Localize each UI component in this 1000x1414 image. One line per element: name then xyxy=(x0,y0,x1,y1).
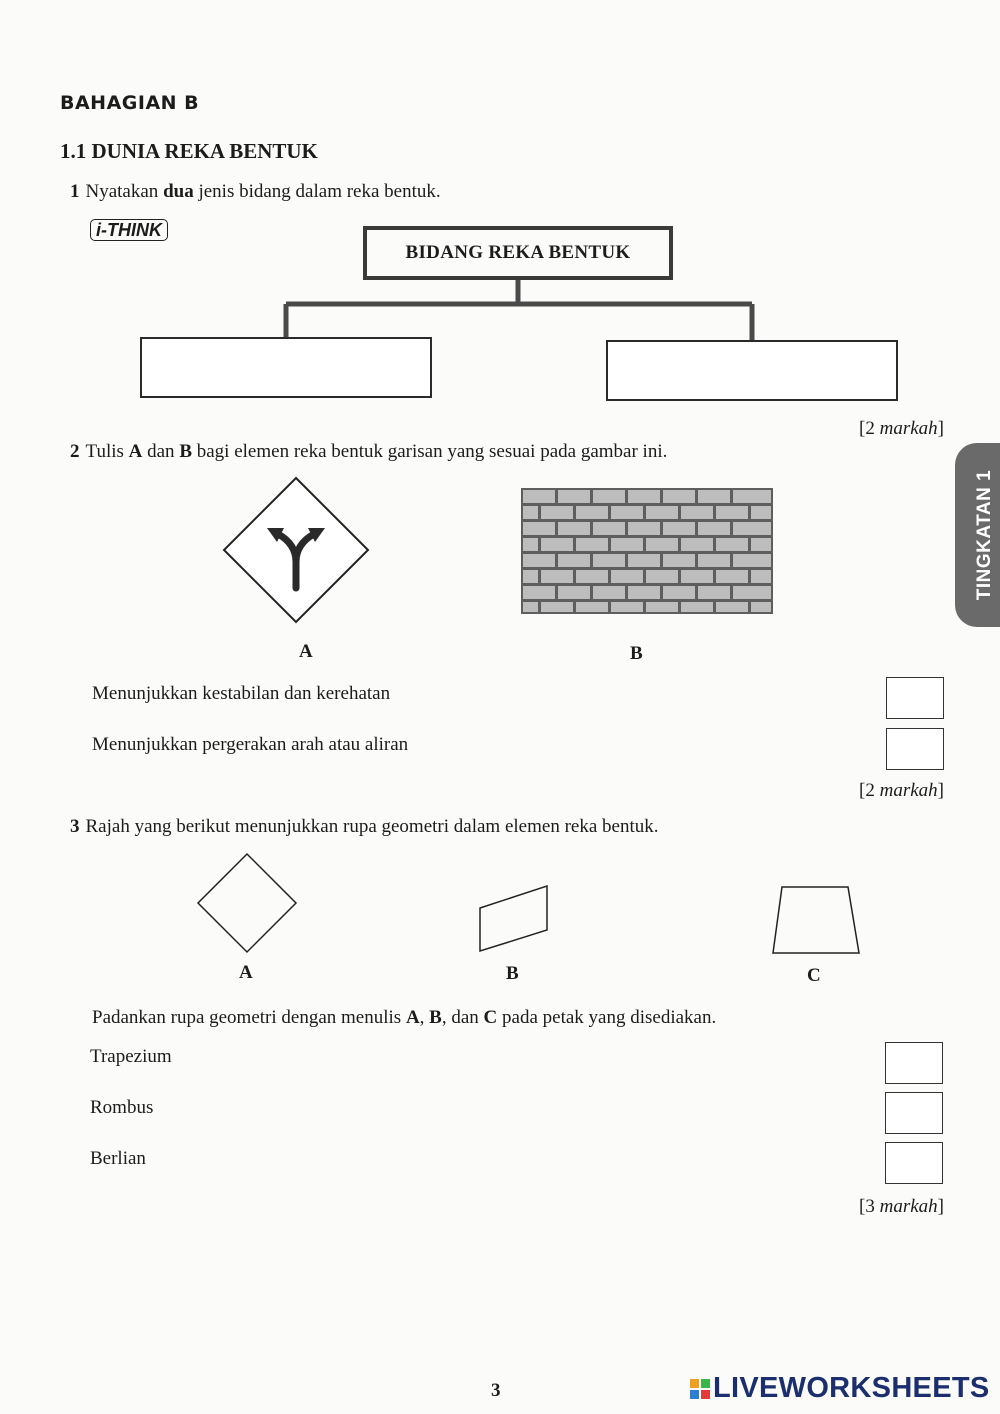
item-berlian: Berlian xyxy=(90,1148,146,1169)
liveworksheets-brand: LIVEWORKSHEETS xyxy=(690,1372,990,1405)
diamond-shape-icon xyxy=(196,852,298,954)
marks-q3: [3 markah] xyxy=(859,1196,944,1217)
shape-label-b: B xyxy=(506,963,519,984)
brick-wall-icon xyxy=(521,488,773,614)
label-image-b: B xyxy=(630,643,643,664)
page-number: 3 xyxy=(491,1380,501,1401)
answer-box-stability[interactable] xyxy=(886,677,944,719)
liveworksheets-logo-icon xyxy=(690,1379,710,1399)
section-label: BAHAGIAN B xyxy=(60,92,200,114)
answer-box-left[interactable] xyxy=(140,337,432,398)
diverging-arrow-sign-icon xyxy=(222,476,370,624)
answer-box-movement[interactable] xyxy=(886,728,944,770)
i-think-badge: i-THINK xyxy=(90,219,168,241)
question-number: 1 xyxy=(70,181,80,202)
label-image-a: A xyxy=(299,641,313,662)
answer-box-berlian[interactable] xyxy=(885,1142,943,1184)
answer-box-right[interactable] xyxy=(606,340,898,401)
statement-stability: Menunjukkan kestabilan dan kerehatan xyxy=(92,683,391,704)
marks-q1: [2 markah] xyxy=(859,418,944,439)
shape-label-a: A xyxy=(239,962,253,983)
statement-movement: Menunjukkan pergerakan arah atau aliran xyxy=(92,734,409,755)
shape-label-c: C xyxy=(807,965,821,986)
question-3-instruction: Padankan rupa geometri dengan menulis A, B, dan C pada petak yang disediakan. xyxy=(92,1007,717,1028)
bidang-title-box: BIDANG REKA BENTUK xyxy=(363,226,673,280)
question-1-text: 1 Nyatakan dua jenis bidang dalam reka bentuk. xyxy=(70,181,441,202)
item-trapezium: Trapezium xyxy=(90,1046,172,1067)
answer-box-rombus[interactable] xyxy=(885,1092,943,1134)
tingkatan-side-tab: TINGKATAN 1 xyxy=(955,443,1000,627)
section-title: 1.1 DUNIA REKA BENTUK xyxy=(60,139,318,163)
answer-box-trapezium[interactable] xyxy=(885,1042,943,1084)
question-3-text: 3 Rajah yang berikut menunjukkan rupa geometri dalam elemen reka bentuk. xyxy=(70,816,659,837)
item-rombus: Rombus xyxy=(90,1097,154,1118)
question-2-text: 2 Tulis A dan B bagi elemen reka bentuk garisan yang sesuai pada gambar ini. xyxy=(70,441,668,462)
trapezium-shape-icon xyxy=(770,884,862,956)
rhombus-shape-icon xyxy=(477,884,551,954)
marks-q2: [2 markah] xyxy=(859,780,944,801)
